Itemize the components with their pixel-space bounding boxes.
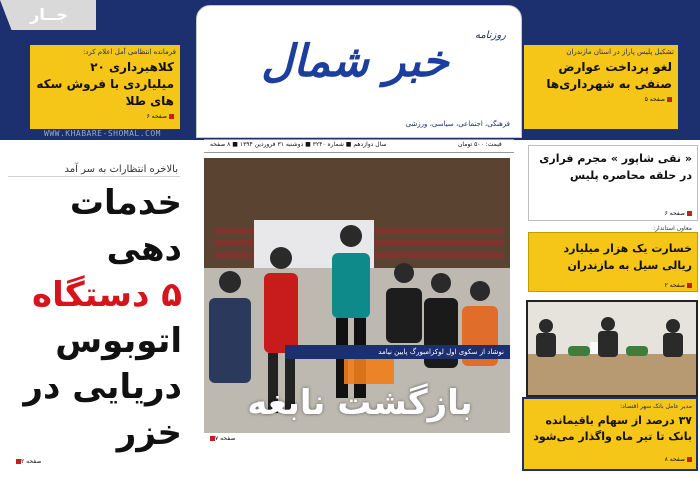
photo-caption: نوشاد از سکوی اول لوکزامبورگ پایین نیامد	[285, 345, 510, 359]
center-headline[interactable]: بازگشت نابغه	[247, 383, 473, 423]
right-story-1-page-ref: صفحه ۶	[532, 210, 692, 217]
lead-line-4: دریایی در	[23, 367, 182, 407]
center-footer	[204, 433, 510, 445]
ribbon-label: جــار	[30, 5, 68, 24]
daily-label: روزنامه	[474, 30, 506, 41]
left-teaser-kicker: فرمانده انتظامی آمل اعلام کرد:	[82, 48, 176, 56]
right-story-1-title: « نقی شاپور » مجرم فراری در حلقه محاصره پلیس	[539, 152, 692, 182]
issue-details: سال دوازدهم ■ شماره ۳۲۴۰ ■ دوشنبه ۳۱ فروردین ۱۳۹۴ ■ ۸ صفحه	[210, 141, 387, 148]
site-url: WWW.KHABARE-SHOMAL.COM	[44, 129, 161, 138]
left-teaser-title: کلاهبرداری ۲۰ میلیاردی با فروش سکه های طلا	[36, 60, 174, 108]
page-ref-icon	[687, 457, 692, 462]
right-story-3-page-ref: صفحه ۸	[530, 456, 692, 463]
center-page-ref: صفحه ۷	[204, 433, 510, 445]
right-teaser-box[interactable]	[522, 43, 680, 131]
page-ref-icon	[169, 114, 174, 119]
lead-kicker: بالاخره انتظارات به سر آمد	[64, 164, 178, 175]
right-story-2-page-ref: صفحه ۲	[532, 282, 692, 289]
right-teaser-page-ref: صفحه ۵	[524, 94, 678, 106]
lead-page-ref: صفحه ۲	[8, 456, 183, 468]
right-story-3-kicker: مدیر عامل بانک سهر اقتصاد:	[620, 403, 692, 410]
page-ref-icon	[687, 211, 692, 216]
meeting-illustration	[528, 302, 696, 395]
newspaper-tagline: فرهنگی، اجتماعی، سیاسی، ورزشی	[405, 120, 510, 128]
right-teaser-kicker: تشکیل پلیس پاراز در استان مازندران	[566, 48, 674, 56]
right-story-2-title: خسارت یک هزار میلیارد ریالی سیل به مازندران	[563, 242, 692, 272]
lead-line-1: خدمات دهی	[69, 183, 182, 269]
right-story-3-title: ۳۷ درصد از سهام باقیمانده بانک تا تیر ماه واگذار می‌شود	[533, 414, 692, 443]
lead-line-2: ۵ دستگاه	[32, 275, 182, 315]
newspaper-logo[interactable]: خبر شمال	[261, 36, 449, 87]
price-label: قیمت: ۵۰۰ تومان	[458, 141, 502, 148]
meeting-photo[interactable]	[526, 300, 698, 397]
right-teaser-title: لغو پرداخت عوارض صنفی به شهرداری‌ها	[546, 60, 672, 91]
lead-line-3: اتوبوس	[55, 321, 182, 361]
lead-line-5: خزر	[116, 413, 182, 453]
page-ref-icon	[667, 97, 672, 102]
lead-headline[interactable]	[0, 180, 182, 456]
right-story-2-kicker: معاون استاندار:	[653, 225, 692, 232]
page-ref-icon	[687, 283, 692, 288]
lead-divider	[8, 176, 180, 177]
left-teaser-box[interactable]	[28, 43, 182, 131]
left-teaser-page-ref: صفحه ۶	[30, 111, 180, 123]
